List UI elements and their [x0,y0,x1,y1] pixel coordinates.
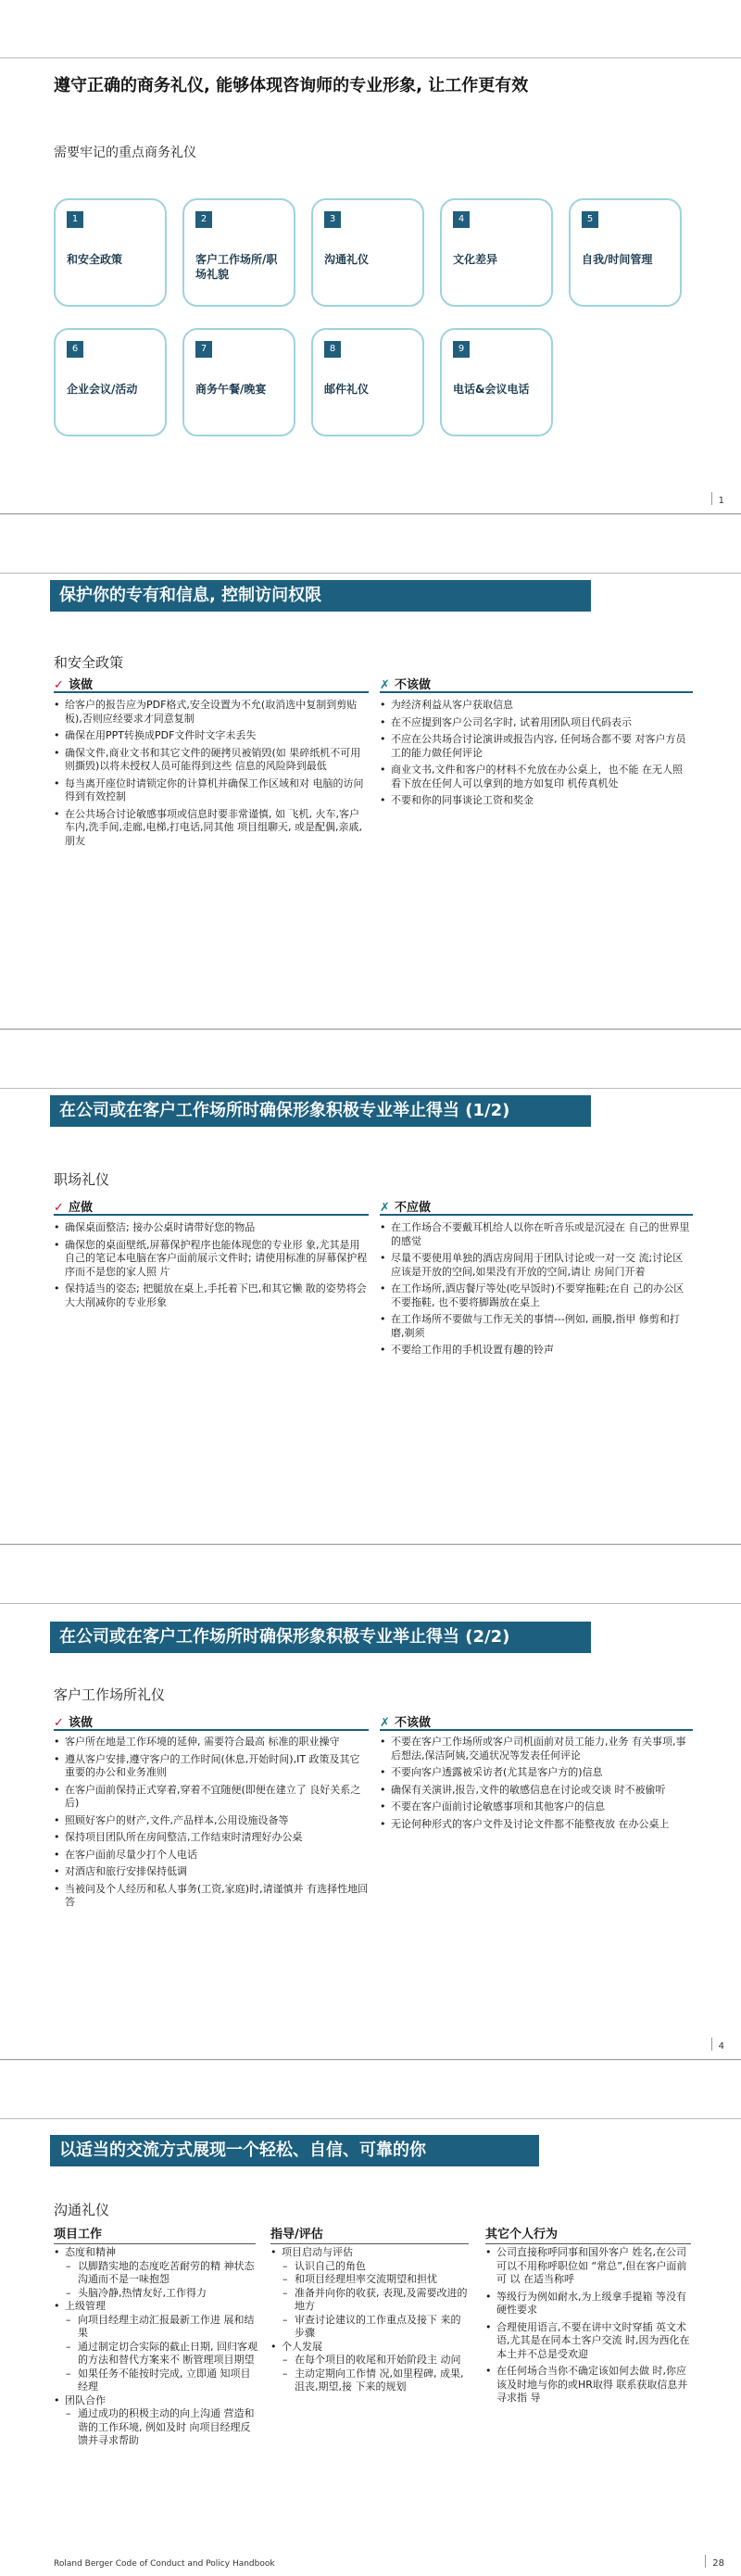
list-subitem: – 在每个项目的收尾和开始阶段主 动问 [270,2354,471,2368]
slide-banner: 以适当的交流方式展现一个轻松、自信、可靠的你 [50,2135,539,2166]
list-subitem: – 通过成功的积极主动的向上沟通 营造和谐的工作环境, 例如及时 向项目经理反馈并寻求帮助 [54,2407,257,2448]
section-label: 沟通礼仪 [54,2202,110,2218]
list-item: • 为经济利益从客户获取信息 [380,699,691,713]
etiquette-card-9 [440,328,553,436]
slide-banner: 保护你的专有和信息, 控制访问权限 [50,580,591,612]
card-label: 邮件礼仪 [324,383,370,396]
do-column-header [54,675,369,693]
dont-header-text: 不应做 [395,1201,432,1215]
card-number: 4 [453,211,470,228]
list-item: • 合理使用语言,不要在讲中文时穿插 英文术语,尤其是在同本土客户交流 时,因为西化在本土并不总是受欢迎 [485,2321,691,2362]
list-item: • 在任何场合当你不确定该如何去做 时,你应该及时地与你的或HR取得 联系获取信息并寻求指 导 [485,2365,691,2406]
check-icon: ✓ [54,1716,64,1730]
card-number: 1 [67,211,83,228]
list-item: • 在客户面前尽量少打个人电话 [54,1849,369,1863]
top-rule [0,1088,741,1089]
dont-header-text: 不该做 [395,1716,432,1730]
list-subitem: – 主动定期向工作情 况,如里程碑, 成果,沮丧,期望,接 下来的规划 [270,2368,471,2394]
other-behavior-list [485,2246,691,2406]
list-item: • 在工作场合不要戴耳机给人以你在听音乐或是沉浸在 自己的世界里的感觉 [380,1221,691,1248]
top-rule [0,1603,741,1604]
list-item: • 不要向客户透露被采访者(尤其是客户方的)信息 [380,1766,691,1780]
do-header-text: 应做 [69,1201,94,1215]
list-item: • 上级管理 [54,2300,257,2314]
list-item: • 不应在公共场合讨论演讲或报告内容, 任何场合都不要 对客户方员工的能力做任何评论 [380,733,691,760]
list-subitem: – 审查讨论建议的工作重点及接下 来的步骤 [270,2314,471,2341]
list-item: • 确保您的桌面壁纸,屏幕保护程序也能体现您的专业形 象,尤其是用自己的笔记本电脑在客户面前展示文件时; 请使用标准的屏幕保护程序而不是您的家人照 片 [54,1239,369,1280]
card-label: 沟通礼仪 [324,253,370,266]
list-item: • 确保有关演讲,报告,文件的敏感信息在讨论或交谈 时不被偷听 [380,1784,691,1798]
list-subitem: – 认识自己的角色 [270,2260,471,2274]
check-icon: ✓ [54,1201,64,1215]
list-item: • 不要在客户面前讨论敏感事项和其他客户的信息 [380,1800,691,1814]
slide-banner: 在公司或在客户工作场所时确保形象积极专业举止得当 (2/2) [50,1622,591,1653]
etiquette-card-2 [182,198,295,307]
list-item: • 态度和精神 [54,2246,257,2260]
card-number: 5 [582,211,598,228]
list-item: • 项目启动与评估 [270,2246,471,2260]
list-item: • 等级行为例如耐水,为上级拿手提箱 等没有硬性要求 [485,2291,691,2317]
list-item: • 对酒店和旅行安排保持低调 [54,1865,369,1879]
etiquette-card-3 [311,198,424,307]
project-work-list [54,2246,257,2448]
list-subitem: – 和项目经理坦率交流期望和担忧 [270,2273,471,2287]
page-number: 4 [718,2041,724,2052]
do-list [54,1221,369,1313]
column-header-other-behavior: 其它个人行为 [485,2224,691,2244]
cross-icon: ✗ [380,1716,390,1730]
dont-header-text: 不该做 [395,678,432,692]
list-item: • 每当离开座位时请锁定你的计算机并确保工作区域和对 电脑的访问得到有效控制 [54,777,369,804]
dont-column-header [380,1197,693,1216]
cross-icon: ✗ [380,678,390,692]
list-item: • 在公共场合讨论敏感事项或信息时要非常谨慎, 如 飞机, 火车,客户车内,洗手间,走廊,电梯,打电话,同其他 项目组聊天, 或是配偶,亲戚,朋友 [54,808,369,849]
slide-2 [0,515,741,1029]
do-header-text: 该做 [69,1716,94,1730]
footer-source: Roland Berger Code of Conduct and Policy Handbook [54,2559,275,2569]
list-item: • 保持适当的姿态; 把腿放在桌上,手托着下巴,和其它懒 散的姿势将会大大削减你的专业形象 [54,1282,369,1309]
list-item: • 保持项目团队所在房间整洁,工作结束时清理好办公桌 [54,1831,369,1845]
do-header-text: 该做 [69,678,94,692]
list-subitem: – 以脚踏实地的态度吃苦耐劳的精 神状态沟通而不是一味抱怨 [54,2260,257,2287]
list-subitem: – 向项目经理主动汇报最新工作进 展和结果 [54,2314,257,2341]
coaching-list [270,2246,471,2394]
list-subitem: – 如果任务不能按时完成, 立即通 知项目经理 [54,2368,257,2394]
list-item: • 在不应提到客户公司名字时, 试着用团队项目代码表示 [380,716,691,730]
card-number: 2 [195,211,212,228]
card-label: 自我/时间管理 [582,253,653,266]
etiquette-card-4 [440,198,553,307]
list-item: • 当被问及个人经历和私人事务(工资,家庭)时,请谨慎并 有选择性地回答 [54,1883,369,1910]
column-header-coaching: 指导/评估 [270,2224,469,2244]
etiquette-card-8 [311,328,424,436]
dont-list [380,1736,691,1835]
list-item: • 遵从客户安排,遵守客户的工作时间(休息,开始时间),IT 政策及其它重要的办公和业务准则 [54,1753,369,1780]
top-rule [0,57,741,58]
list-item: • 在工作场所,酒店餐厅等处(吃早饭时)不要穿拖鞋;在自 己的办公区不要拖鞋, 也不要将脚踢放在桌上 [380,1282,691,1309]
list-item: • 尽量不要使用单独的酒店房间用于团队讨论或一对一交 流;讨论区应该是开放的空间,如果没有开放的空间,请让 房间门开着 [380,1252,691,1279]
list-item: • 不要和你的同事谈论工资和奖金 [380,794,691,808]
slide-1 [0,0,741,514]
list-subitem: – 通过制定切合实际的截止日期, 回归客观的方法和替代方案来不 断管理项目期望 [54,2341,257,2368]
section-label: 职场礼仪 [54,1171,110,1188]
page-title: 遵守正确的商务礼仪, 能够体现咨询师的专业形象, 让工作更有效 [54,76,529,95]
do-column-header [54,1197,369,1216]
list-item: • 无论何种形式的客户文件及讨论文件都不能整夜放 在办公桌上 [380,1818,691,1832]
slide-3 [0,1030,741,1545]
etiquette-card-7 [182,328,295,436]
do-list [54,699,369,852]
list-item: • 在工作场所不要做与工作无关的事情---例如, 画膜,指甲 修剪和打磨,剃须 [380,1313,691,1340]
card-label: 客户工作场所/职场礼貌 [195,253,278,282]
card-label: 商务午餐/晚宴 [195,383,267,396]
list-item: • 个人发展 [270,2341,471,2355]
list-item: • 确保桌面整洁; 接办公桌时请带好您的物品 [54,1221,369,1235]
list-subitem: – 准备并向你的收获, 表现,及需要改进的地方 [270,2287,471,2314]
list-item: • 公司直接称呼同事和国外客户 姓名,在公司可以不用称呼职位如 “常总”,但在客户面前可 以 在适当称呼 [485,2246,691,2287]
card-label: 电话&会议电话 [453,383,530,396]
column-header-project-work: 项目工作 [54,2224,256,2244]
list-subitem: – 头脑冷静,热情友好,工作得力 [54,2287,257,2301]
slide-4 [0,1546,741,2060]
page-subtitle: 需要牢记的重点商务礼仪 [54,145,196,160]
etiquette-card-6 [54,328,167,436]
dont-column-header [380,1712,693,1731]
page-number: 28 [712,2558,724,2569]
top-rule [0,2118,741,2119]
list-item: • 不要在客户工作场所或客户司机面前对员工能力,业务 有关事项,事后想法,保洁阿姨,交通状况等发表任何评论 [380,1736,691,1762]
list-item: • 照顾好客户的财产,文件,产品样本,公用设施设备等 [54,1814,369,1828]
list-item: • 确保在用PPT转换成PDF文件时文字未丢失 [54,729,369,743]
page-number: 1 [718,496,724,506]
card-number: 3 [324,211,341,228]
card-number: 8 [324,341,341,358]
section-label: 客户工作场所礼仪 [54,1686,166,1703]
do-column-header [54,1712,369,1731]
cross-icon: ✗ [380,1201,390,1215]
card-number: 6 [67,341,83,358]
slide-5 [0,2061,741,2576]
card-label: 企业会议/活动 [67,383,138,396]
card-number: 7 [195,341,212,358]
list-item: • 给客户的报告应为PDF格式,安全设置为不允(取消选中复制到剪贴板),否则应经要求才同意复制 [54,699,369,726]
list-item: • 商业文书,文件和客户的材料不允放在办公桌上，也不能 在无人照看下放在任何人可以拿到的地方如复印 机传真机处 [380,764,691,790]
slide-banner: 在公司或在客户工作场所时确保形象积极专业举止得当 (1/2) [50,1095,591,1127]
etiquette-card-1 [54,198,167,307]
card-label: 和安全政策 [67,253,123,266]
card-number: 9 [453,341,470,358]
list-item: • 不要给工作用的手机设置有趣的铃声 [380,1344,691,1357]
list-item: • 在客户面前保持正式穿着,穿着不宜随便(即便在建立了 良好关系之后) [54,1784,369,1811]
dont-column-header [380,675,693,693]
do-list [54,1736,369,1913]
dont-list [380,699,691,812]
list-item: • 团队合作 [54,2394,257,2408]
dont-list [380,1221,691,1361]
card-label: 文化差异 [453,253,498,266]
etiquette-card-5 [569,198,682,307]
section-label: 和安全政策 [54,654,124,671]
check-icon: ✓ [54,678,64,692]
list-item: • 确保文件,商业文书和其它文件的硬拷贝被销毁(如 果碎纸机不可用则撕毁)以将未授权人员可能得到这些 信息的风险降到最低 [54,747,369,774]
top-rule [0,573,741,574]
list-item: • 客户所在地是工作环境的延伸, 需要符合最高 标准的职业操守 [54,1736,369,1749]
